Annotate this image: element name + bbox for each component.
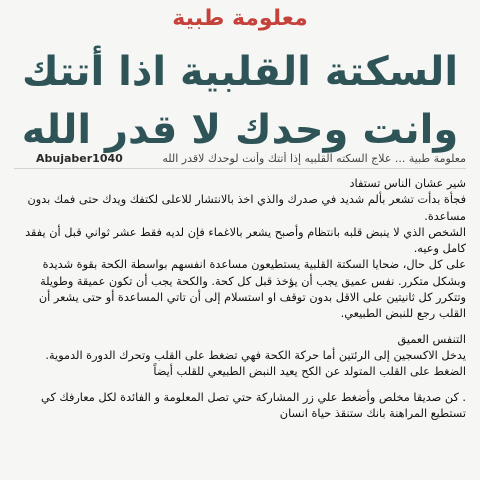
share-note: شير عشان الناس تستفاد [349, 177, 466, 190]
spacer [14, 323, 466, 332]
paragraph-ten-seconds: الشخص الذي لا ينبض قلبه بانتظام وأصبح يشعر بالاغماء فإن لديه فقط عشر ثواني قبل أن يفقد كامل وعيه. [25, 225, 466, 256]
paragraph-coughing: على كل حال، ضحايا السكتة القلبية يستطيعون مساعدة انفسهم بواسطة الكحة بقوة شديدة وبشكل متكرر. نفس عميق يجب أن يؤخذ قبل كل كحة. والكحة يجب أن تكون عميقة وطويلة وتتكرر كل ثانيتين على الاقل بدون توقف او استسلام إلى أن تاتي المساعدة أو حتى يشعر أن القلب رجع للنبض الطبيعي. [38, 258, 466, 321]
subheading: معلومة طبية ... علاج السكته القلبيه إذا أتتك وأنت لوحدك لاقدر الله [162, 152, 466, 165]
author-handle: Abujaber1040 [36, 152, 123, 165]
divider [14, 168, 466, 169]
headline-line-1: السكتة القلبية اذا أتتك [21, 49, 459, 95]
paragraph-deep-breathing: يدخل الاكسجين إلى الرئتين أما حركة الكحة فهي تضغط على القلب وتحرك الدورة الدموية. الضغط على القلب المتولد عن الكح يعيد النبض الطبيعي للقلب أيضاً [45, 348, 466, 379]
article-body [14, 176, 466, 422]
page-category-label: معلومة طبية [172, 6, 308, 31]
section-title-deep-breathing: التنفس العميق [397, 332, 466, 346]
paragraph-share-call: . كن صديقا مخلص وأضغط علي زر المشاركة حتي تصل المعلومة و الفائدة لكل معارفك كي تستطيع المراهنة بانك ستنقذ حياة انسان [41, 390, 466, 420]
spacer [14, 381, 466, 390]
headline-line-2: وانت وحدك لا قدر الله [21, 107, 459, 153]
paragraph-symptoms: فجأة بدأت تشعر بألم شديد في صدرك والذي اخذ بالانتشار للاعلى لكتفك ويدك حتى فمك بدون مساعدة. [27, 193, 466, 223]
